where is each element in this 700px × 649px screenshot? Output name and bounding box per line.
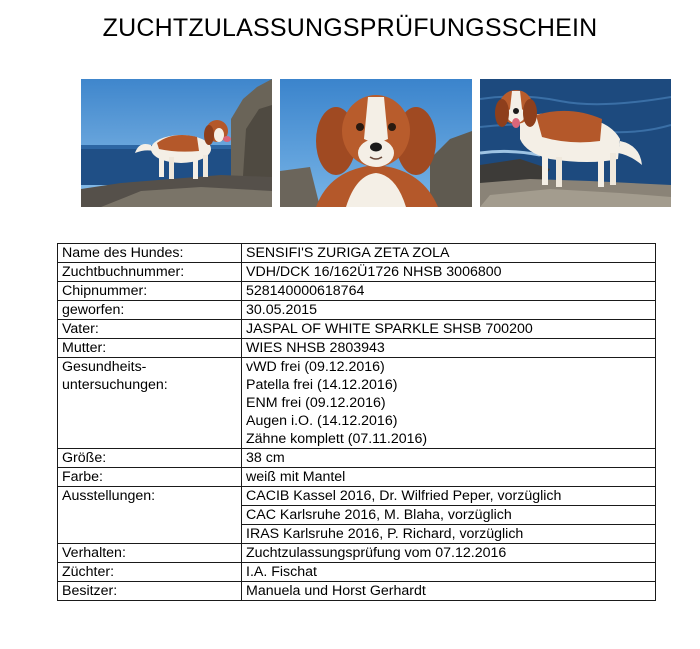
value-cell <box>242 358 656 449</box>
label-cell: geworfen: <box>58 301 242 320</box>
label-cell: Farbe: <box>58 468 242 487</box>
value-cell: 528140000618764 <box>242 282 656 301</box>
label-cell: Verhalten: <box>58 544 242 563</box>
health-result: Augen i.O. (14.12.2016) <box>246 413 398 429</box>
dog-photo-standing-on-rocks <box>81 79 272 207</box>
label-cell: Größe: <box>58 449 242 468</box>
value-cell: SENSIFI'S ZURIGA ZETA ZOLA <box>242 244 656 263</box>
value-cell: WIES NHSB 2803943 <box>242 339 656 358</box>
table-row <box>58 320 656 339</box>
value-cell: I.A. Fischat <box>242 563 656 582</box>
label-cell: Vater: <box>58 320 242 339</box>
health-label-line: Gesundheits- <box>62 359 147 375</box>
health-result: vWD frei (09.12.2016) <box>246 359 385 375</box>
table-row <box>58 263 656 282</box>
health-result: Patella frei (14.12.2016) <box>246 377 398 393</box>
table-row <box>58 244 656 263</box>
value-cell: 30.05.2015 <box>242 301 656 320</box>
show-result: CACIB Kassel 2016, Dr. Wilfried Peper, vorzüglich <box>242 487 656 506</box>
label-cell: Zuchtbuchnummer: <box>58 263 242 282</box>
dog-info-table <box>57 243 656 601</box>
label-cell <box>58 358 242 449</box>
table-row <box>58 544 656 563</box>
value-cell: VDH/DCK 16/162Ü1726 NHSB 3006800 <box>242 263 656 282</box>
health-label-line: untersuchungen: <box>62 377 168 393</box>
dog-photo-portrait <box>280 79 472 207</box>
show-result: CAC Karlsruhe 2016, M. Blaha, vorzüglich <box>242 506 656 525</box>
table-row <box>58 468 656 487</box>
show-result: IRAS Karlsruhe 2016, P. Richard, vorzüglich <box>242 525 656 544</box>
table-row <box>58 449 656 468</box>
table-row <box>58 282 656 301</box>
table-row <box>58 339 656 358</box>
page-title: ZUCHTZULASSUNGSPRÜFUNGSSCHEIN <box>102 14 598 42</box>
label-cell: Besitzer: <box>58 582 242 601</box>
label-cell: Chipnummer: <box>58 282 242 301</box>
label-cell: Züchter: <box>58 563 242 582</box>
table-row <box>58 563 656 582</box>
value-cell: weiß mit Mantel <box>242 468 656 487</box>
label-cell: Ausstellungen: <box>58 487 242 544</box>
value-cell: 38 cm <box>242 449 656 468</box>
value-cell: JASPAL OF WHITE SPARKLE SHSB 700200 <box>242 320 656 339</box>
label-cell: Name des Hundes: <box>58 244 242 263</box>
table-row <box>58 301 656 320</box>
table-row <box>58 582 656 601</box>
value-cell: Zuchtzulassungsprüfung vom 07.12.2016 <box>242 544 656 563</box>
dog-photo-by-the-sea <box>480 79 671 207</box>
health-result: ENM frei (09.12.2016) <box>246 395 386 411</box>
health-result: Zähne komplett (07.11.2016) <box>246 431 428 447</box>
table-row-health <box>58 358 656 449</box>
label-cell: Mutter: <box>58 339 242 358</box>
table-row-shows <box>58 487 656 506</box>
value-cell: Manuela und Horst Gerhardt <box>242 582 656 601</box>
